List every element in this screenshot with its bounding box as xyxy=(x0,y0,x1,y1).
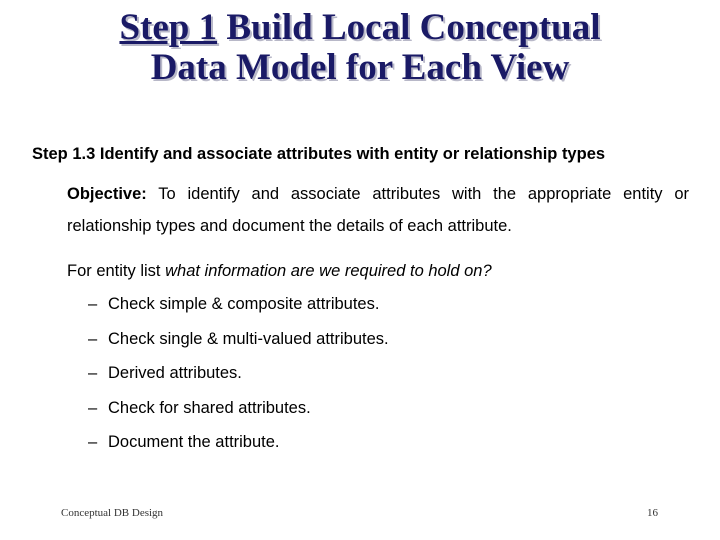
attribute-checklist xyxy=(88,293,389,466)
step-heading: Step 1.3 Identify and associate attributes with entity or relationship types xyxy=(32,145,606,163)
dash-marker: – xyxy=(88,364,98,382)
slide-title-line2: Data Model for Each View xyxy=(150,47,570,88)
dash-marker: – xyxy=(88,433,98,451)
objective-text: To identify and associate attributes with the appropriate entity or relationship types and document the details of each attribute. xyxy=(67,185,689,235)
list-item-text: Check for shared attributes. xyxy=(108,398,311,417)
list-item xyxy=(88,293,389,328)
entity-list-prefix: For entity list xyxy=(67,262,166,280)
list-item-text: Check single & multi-valued attributes. xyxy=(108,329,389,348)
list-item-text: Document the attribute. xyxy=(108,433,280,451)
dash-marker: – xyxy=(88,329,98,348)
list-item-text: Derived attributes. xyxy=(108,364,242,382)
step-label: Step 1 xyxy=(119,7,218,48)
footer-course-title: Conceptual DB Design xyxy=(61,507,164,519)
objective-paragraph xyxy=(67,178,689,242)
dash-marker: – xyxy=(88,295,98,313)
slide-title xyxy=(0,8,720,88)
list-item xyxy=(88,362,389,397)
footer-page-number: 16 xyxy=(647,507,658,519)
slide-title-line1 xyxy=(0,8,720,48)
list-item xyxy=(88,431,389,466)
title-line1-rest: Build Local Conceptual xyxy=(217,7,601,48)
entity-list-question: what information are we required to hold on? xyxy=(165,262,492,280)
list-item xyxy=(88,397,389,432)
entity-list-prompt xyxy=(67,260,492,282)
objective-label: Objective: xyxy=(67,185,147,203)
list-item xyxy=(88,328,389,363)
dash-marker: – xyxy=(88,398,98,417)
list-item-text: Check simple & composite attributes. xyxy=(108,295,380,313)
